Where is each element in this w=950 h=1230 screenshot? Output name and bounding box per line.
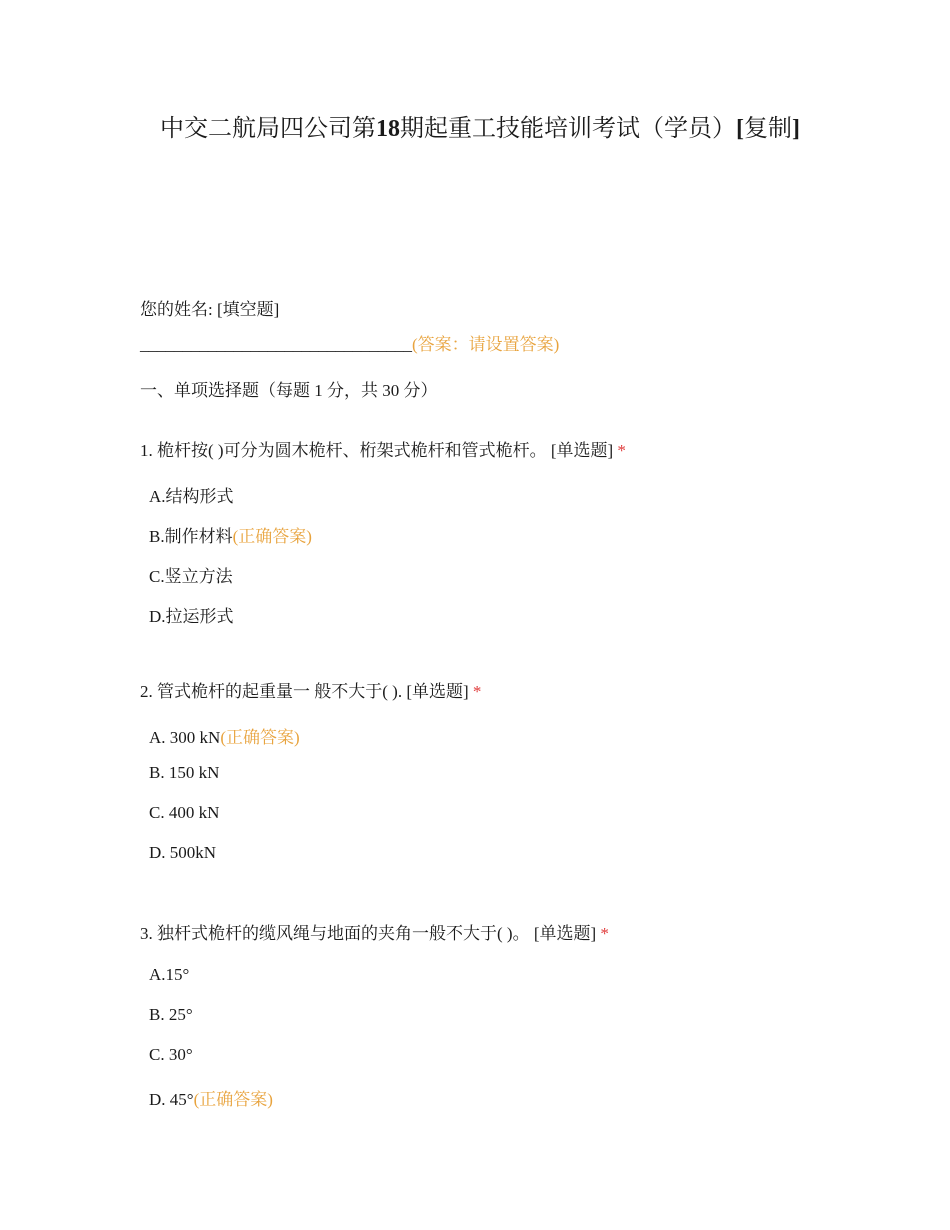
- correct-answer-tag: (正确答案): [220, 728, 300, 747]
- answer-hint: (答案：请设置答案): [412, 335, 560, 354]
- option-1b[interactable]: [149, 522, 312, 547]
- option-label: D.拉运形式: [149, 607, 234, 626]
- option-2b[interactable]: [149, 763, 219, 783]
- option-label: A. 300 kN: [149, 728, 221, 747]
- correct-answer-tag: (正确答案): [193, 1090, 273, 1109]
- option-1a[interactable]: [149, 482, 234, 507]
- option-label: C. 30°: [149, 1045, 193, 1064]
- title-text-3: 复制: [744, 116, 792, 142]
- name-question: 您的姓名: [填空题]: [140, 300, 280, 319]
- option-2a[interactable]: [149, 723, 300, 748]
- title-bracket-close: ]: [792, 116, 800, 142]
- required-mark: *: [600, 924, 609, 943]
- required-mark: *: [472, 682, 482, 701]
- option-2c[interactable]: [149, 803, 219, 823]
- option-label: A.结构形式: [149, 487, 234, 506]
- question-text: 1. 桅杆按( )可分为圆木桅杆、桁架式桅杆和管式桅杆。 [单选题]: [140, 441, 614, 460]
- option-1d[interactable]: [149, 602, 234, 627]
- option-label: C. 400 kN: [149, 803, 220, 822]
- required-mark: *: [617, 441, 626, 460]
- question-text: 3. 独杆式桅杆的缆风绳与地面的夹角一般不大于( )。 [单选题]: [140, 924, 597, 943]
- option-3d[interactable]: [149, 1085, 273, 1110]
- name-answer-blank[interactable]: ________________________________: [140, 335, 412, 354]
- correct-answer-tag: (正确答案): [232, 527, 312, 546]
- option-3c[interactable]: [149, 1045, 193, 1065]
- option-label: C.竖立方法: [149, 567, 233, 586]
- question-1: [140, 436, 626, 461]
- option-label: B.制作材料: [149, 527, 233, 546]
- question-2: [140, 677, 481, 702]
- title-text-2: 期起重工技能培训考试（学员）: [400, 116, 736, 142]
- title-bracket-open: [: [736, 116, 744, 142]
- option-1c[interactable]: [149, 562, 233, 587]
- option-label: B. 25°: [149, 1005, 193, 1024]
- option-label: D. 45°: [149, 1090, 194, 1109]
- section-title: 一、单项选择题（每题 1 分，共 30 分）: [140, 381, 438, 400]
- document-title: [150, 107, 810, 151]
- option-3a[interactable]: [149, 965, 189, 985]
- question-text: 2. 管式桅杆的起重量一 般不大于( ). [单选题]: [140, 682, 469, 701]
- option-2d[interactable]: [149, 843, 216, 863]
- title-text-1: 中交二航局四公司第: [160, 116, 376, 142]
- name-answer-row: [140, 330, 559, 355]
- option-label: A.15°: [149, 965, 190, 984]
- option-label: B. 150 kN: [149, 763, 220, 782]
- title-number: 18: [376, 116, 400, 142]
- option-3b[interactable]: [149, 1005, 193, 1025]
- question-3: [140, 919, 609, 944]
- option-label: D. 500kN: [149, 843, 217, 862]
